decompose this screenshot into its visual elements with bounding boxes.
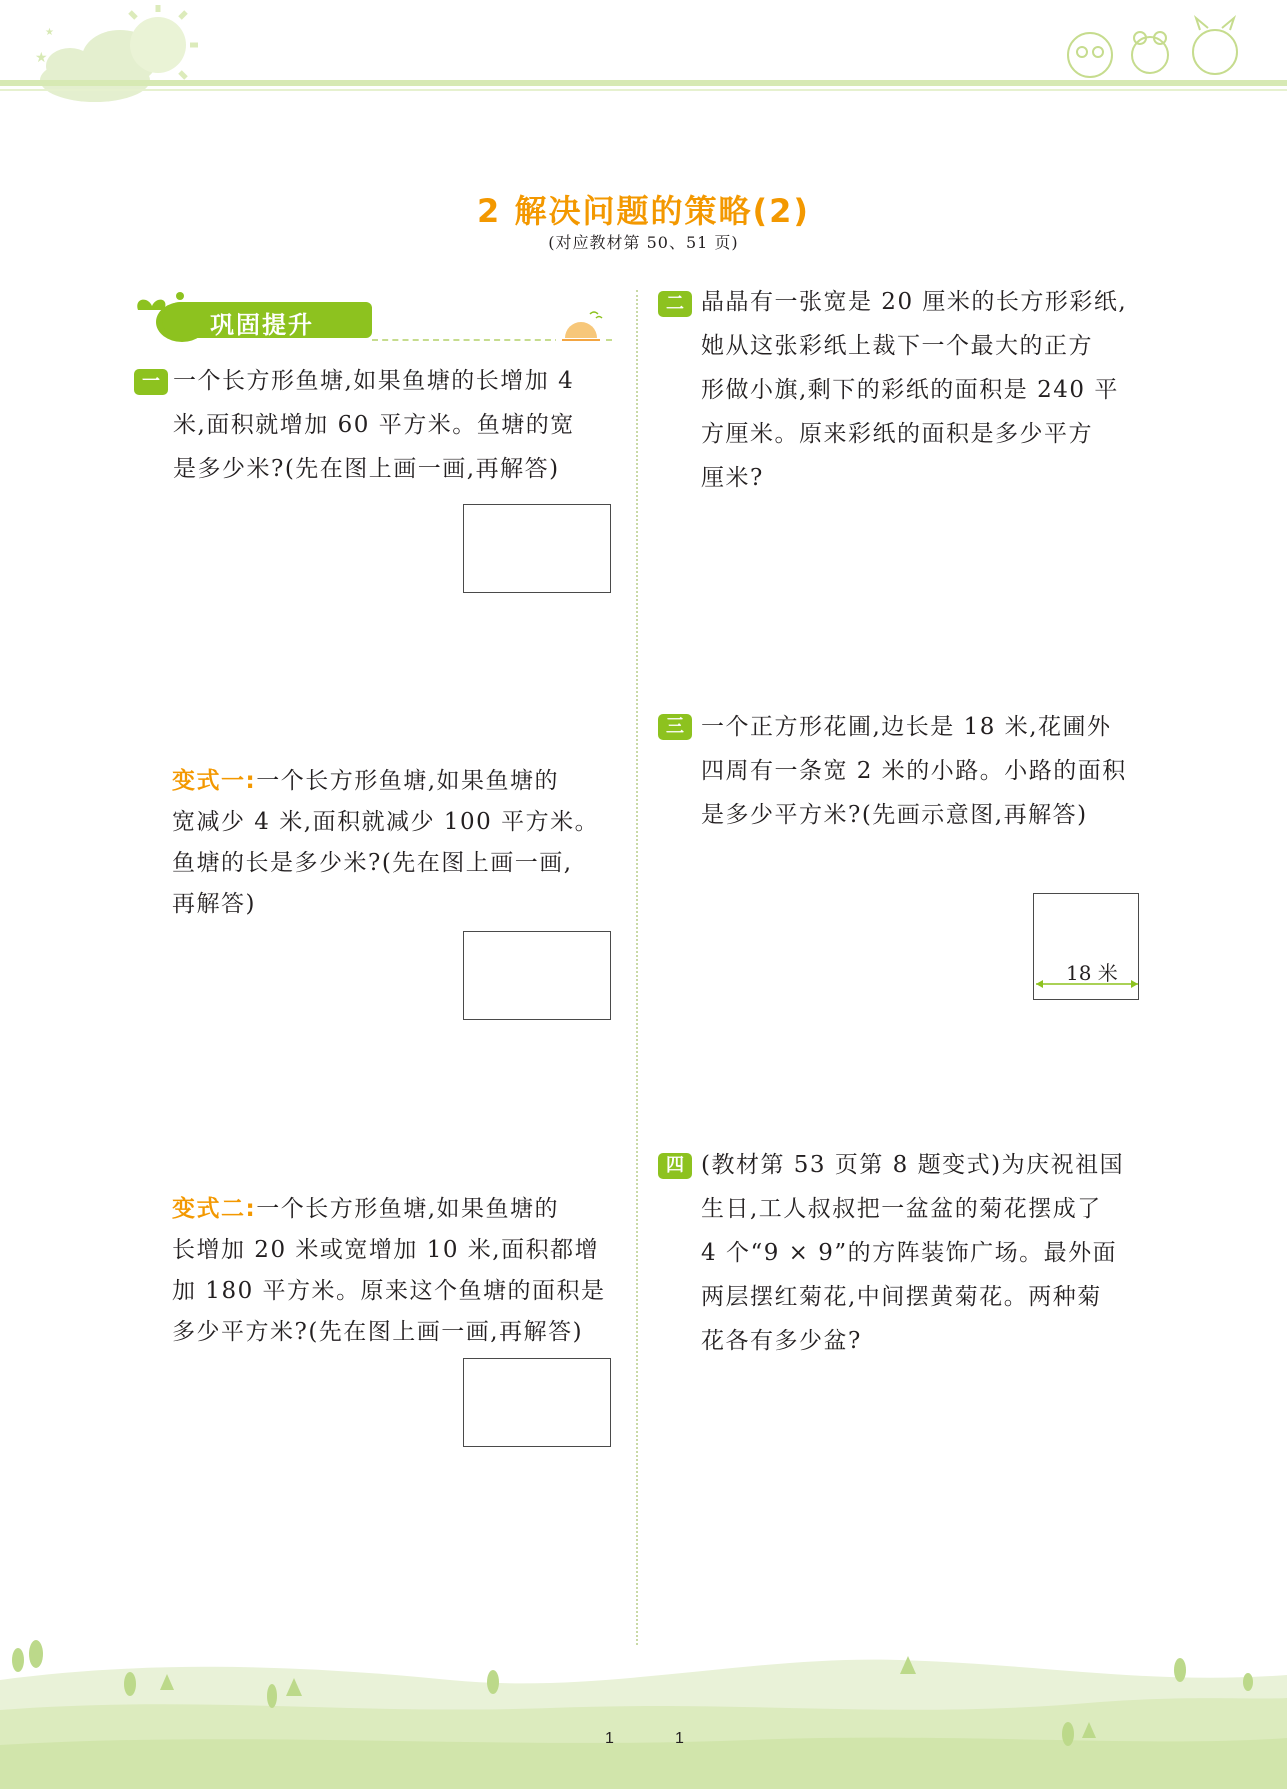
page-number-left: 1 [605, 1730, 614, 1747]
variant-1-line: 鱼塘的长是多少米?(先在图上画一画, [172, 850, 573, 876]
sunset-icon [556, 306, 606, 346]
question-4-line: 生日,工人叔叔把一盆盆的菊花摆成了 [701, 1196, 1102, 1222]
question-badge-4: 四 [658, 1153, 692, 1179]
page-subtitle: (对应教材第 50、51 页) [548, 233, 739, 252]
variant-2-line: 长增加 20 米或宽增加 10 米,面积都增 [172, 1237, 600, 1263]
variant-2-line: 加 180 平方米。原来这个鱼塘的面积是 [172, 1278, 606, 1304]
question-3-line: 是多少平方米?(先画示意图,再解答) [701, 802, 1088, 828]
header-rule [0, 80, 1287, 86]
question-3-line: 四周有一条宽 2 米的小路。小路的面积 [701, 758, 1127, 784]
question-4-line: 花各有多少盆? [701, 1328, 862, 1354]
question-2-text [701, 280, 1171, 500]
column-divider [636, 290, 638, 1645]
question-4-line: 两层摆红菊花,中间摆黄菊花。两种菊 [701, 1284, 1102, 1310]
question-1-line: 是多少米?(先在图上画一画,再解答) [173, 456, 560, 482]
question-1-line: 米,面积就增加 60 平方米。鱼塘的宽 [173, 412, 575, 438]
question-badge-1: 一 [134, 369, 168, 395]
question-badge-2: 二 [658, 291, 692, 317]
question-4-line: (教材第 53 页第 8 题变式)为庆祝祖国 [701, 1152, 1125, 1178]
variant-1-label: 变式一: [172, 768, 257, 794]
variant-2-text [172, 1189, 632, 1353]
page-title: 2 解决问题的策略(2) [477, 192, 810, 230]
question-1-text [173, 359, 623, 491]
question-3-text [701, 705, 1171, 837]
question-2-line: 厘米? [701, 465, 764, 491]
question-2-line: 晶晶有一张宽是 20 厘米的长方形彩纸, [701, 289, 1128, 315]
question-4-line: 4 个“9 × 9”的方阵装饰广场。最外面 [701, 1240, 1118, 1266]
question-1-line: 一个长方形鱼塘,如果鱼塘的长增加 4 [173, 368, 575, 394]
variant-1-line: 宽减少 4 米,面积就减少 100 平方米。 [172, 809, 600, 835]
drawing-rectangle-1[interactable] [463, 504, 611, 593]
header-decoration [0, 0, 1287, 110]
variant-2-line: 一个长方形鱼塘,如果鱼塘的 [256, 1196, 560, 1222]
variant-2-line: 多少平方米?(先在图上画一画,再解答) [172, 1319, 584, 1345]
variant-2-label: 变式二: [172, 1196, 257, 1222]
question-2-line: 她从这张彩纸上裁下一个最大的正方 [701, 333, 1093, 359]
variant-1-line: 再解答) [172, 891, 256, 917]
drawing-rectangle-3[interactable] [463, 1358, 611, 1447]
question-3-line: 一个正方形花圃,边长是 18 米,花圃外 [701, 714, 1112, 740]
svg-text:★: ★ [35, 50, 48, 66]
page-number-right: 1 [675, 1730, 684, 1747]
svg-text:★: ★ [45, 27, 54, 38]
question-2-line: 形做小旗,剩下的彩纸的面积是 240 平 [701, 377, 1119, 403]
variant-1-line: 一个长方形鱼塘,如果鱼塘的 [256, 768, 560, 794]
footer-landscape [0, 1640, 1287, 1789]
header-rule-thin [0, 89, 1287, 91]
variant-1-text [172, 761, 632, 925]
square-side-label: 18 米 [1066, 961, 1118, 985]
question-2-line: 方厘米。原来彩纸的面积是多少平方 [701, 421, 1093, 447]
drawing-rectangle-2[interactable] [463, 931, 611, 1020]
question-badge-3: 三 [658, 714, 692, 740]
question-4-text [701, 1143, 1171, 1363]
section-label: 巩固提升 [210, 311, 314, 339]
